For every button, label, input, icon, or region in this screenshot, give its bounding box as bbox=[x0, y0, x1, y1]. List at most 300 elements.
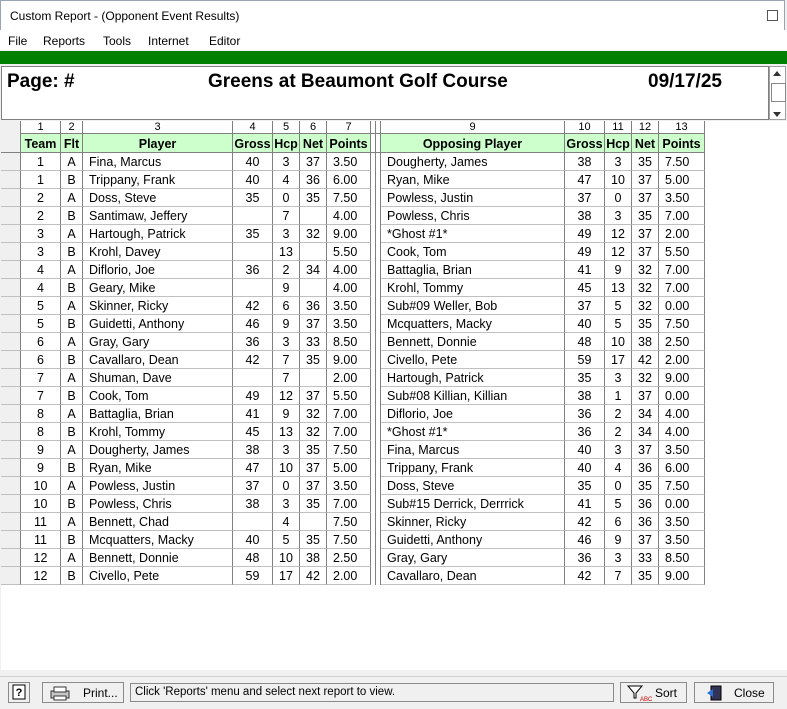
table-cell[interactable]: 49 bbox=[565, 243, 605, 261]
column-separator[interactable] bbox=[371, 207, 381, 225]
table-cell[interactable]: 9.00 bbox=[659, 567, 705, 585]
table-cell[interactable]: B bbox=[61, 459, 83, 477]
row-indicator[interactable] bbox=[1, 153, 21, 171]
table-cell[interactable]: 7.50 bbox=[659, 315, 705, 333]
table-cell[interactable]: 3.50 bbox=[327, 153, 371, 171]
table-cell[interactable]: 3 bbox=[273, 225, 300, 243]
table-cell[interactable]: Mcquatters, Macky bbox=[83, 531, 233, 549]
table-cell[interactable]: 59 bbox=[565, 351, 605, 369]
table-cell[interactable]: 32 bbox=[300, 405, 327, 423]
column-separator[interactable] bbox=[371, 423, 381, 441]
table-cell[interactable]: *Ghost #1* bbox=[381, 225, 565, 243]
table-cell[interactable]: 59 bbox=[233, 567, 273, 585]
table-cell[interactable]: 35 bbox=[300, 351, 327, 369]
table-cell[interactable]: 0.00 bbox=[659, 387, 705, 405]
table-cell[interactable]: 32 bbox=[632, 261, 659, 279]
table-cell[interactable]: 3.50 bbox=[659, 531, 705, 549]
table-cell[interactable]: 36 bbox=[233, 261, 273, 279]
table-cell[interactable]: Cook, Tom bbox=[83, 387, 233, 405]
table-cell[interactable]: 3.50 bbox=[659, 189, 705, 207]
row-indicator[interactable] bbox=[1, 477, 21, 495]
column-header[interactable]: Net bbox=[632, 133, 659, 153]
row-indicator[interactable] bbox=[1, 531, 21, 549]
column-separator[interactable] bbox=[371, 225, 381, 243]
table-cell[interactable]: 7 bbox=[21, 387, 61, 405]
table-cell[interactable]: 5 bbox=[605, 297, 632, 315]
column-header[interactable]: Points bbox=[659, 133, 705, 153]
menu-editor[interactable]: Editor bbox=[209, 34, 241, 48]
table-cell[interactable]: 3.50 bbox=[659, 513, 705, 531]
table-cell[interactable]: 37 bbox=[300, 153, 327, 171]
table-cell[interactable]: 4 bbox=[273, 171, 300, 189]
table-cell[interactable]: B bbox=[61, 279, 83, 297]
table-cell[interactable]: Powless, Chris bbox=[381, 207, 565, 225]
table-cell[interactable]: Ryan, Mike bbox=[83, 459, 233, 477]
table-cell[interactable]: 40 bbox=[565, 315, 605, 333]
table-cell[interactable]: Bennett, Donnie bbox=[83, 549, 233, 567]
table-cell[interactable]: 12 bbox=[605, 243, 632, 261]
table-cell[interactable]: 7.50 bbox=[327, 513, 371, 531]
table-cell[interactable]: Doss, Steve bbox=[83, 189, 233, 207]
table-cell[interactable]: 37 bbox=[565, 189, 605, 207]
table-cell[interactable]: 41 bbox=[565, 261, 605, 279]
table-cell[interactable]: 6 bbox=[21, 351, 61, 369]
table-cell[interactable]: Krohl, Tommy bbox=[83, 423, 233, 441]
table-cell[interactable]: 9 bbox=[21, 441, 61, 459]
menu-reports[interactable]: Reports bbox=[43, 34, 86, 48]
row-indicator[interactable] bbox=[1, 351, 21, 369]
table-cell[interactable]: 37 bbox=[632, 387, 659, 405]
table-cell[interactable]: 1 bbox=[605, 387, 632, 405]
table-cell[interactable]: 5 bbox=[21, 297, 61, 315]
table-cell[interactable]: 9 bbox=[605, 261, 632, 279]
table-cell[interactable]: 3 bbox=[605, 153, 632, 171]
table-cell[interactable]: 47 bbox=[233, 459, 273, 477]
column-separator[interactable] bbox=[371, 171, 381, 189]
table-cell[interactable]: 37 bbox=[233, 477, 273, 495]
row-indicator[interactable] bbox=[1, 513, 21, 531]
column-header[interactable]: Team bbox=[21, 133, 61, 153]
table-cell[interactable]: 2.00 bbox=[659, 351, 705, 369]
table-cell[interactable]: 8 bbox=[21, 423, 61, 441]
table-cell[interactable]: 37 bbox=[300, 315, 327, 333]
table-cell[interactable]: 35 bbox=[632, 315, 659, 333]
table-cell[interactable]: 3.50 bbox=[327, 297, 371, 315]
table-cell[interactable]: Dougherty, James bbox=[83, 441, 233, 459]
table-cell[interactable]: 40 bbox=[565, 441, 605, 459]
table-cell[interactable]: 35 bbox=[300, 495, 327, 513]
table-cell[interactable]: 3 bbox=[273, 441, 300, 459]
table-cell[interactable]: 33 bbox=[632, 549, 659, 567]
table-cell[interactable]: 38 bbox=[565, 153, 605, 171]
table-cell[interactable]: 35 bbox=[565, 477, 605, 495]
table-cell[interactable]: 35 bbox=[565, 369, 605, 387]
column-separator[interactable] bbox=[371, 567, 381, 585]
table-cell[interactable]: 9 bbox=[21, 459, 61, 477]
table-cell[interactable]: 5.50 bbox=[327, 387, 371, 405]
table-cell[interactable]: Geary, Mike bbox=[83, 279, 233, 297]
table-cell[interactable]: 10 bbox=[21, 477, 61, 495]
table-cell[interactable]: A bbox=[61, 153, 83, 171]
table-cell[interactable]: 40 bbox=[233, 153, 273, 171]
table-cell[interactable]: 2 bbox=[273, 261, 300, 279]
table-cell[interactable]: 7.00 bbox=[327, 405, 371, 423]
table-cell[interactable] bbox=[233, 243, 273, 261]
table-cell[interactable]: 33 bbox=[300, 333, 327, 351]
table-cell[interactable]: A bbox=[61, 333, 83, 351]
table-cell[interactable]: 10 bbox=[273, 459, 300, 477]
column-separator[interactable] bbox=[371, 531, 381, 549]
table-cell[interactable]: 11 bbox=[21, 513, 61, 531]
column-header[interactable]: Flt bbox=[61, 133, 83, 153]
table-cell[interactable]: 5 bbox=[605, 315, 632, 333]
table-cell[interactable]: Mcquatters, Macky bbox=[381, 315, 565, 333]
column-header[interactable]: Gross bbox=[565, 133, 605, 153]
table-cell[interactable]: 38 bbox=[565, 387, 605, 405]
table-cell[interactable]: 7.00 bbox=[327, 423, 371, 441]
table-cell[interactable]: 8 bbox=[21, 405, 61, 423]
table-cell[interactable]: 38 bbox=[233, 441, 273, 459]
table-cell[interactable]: 17 bbox=[273, 567, 300, 585]
table-cell[interactable]: Powless, Justin bbox=[381, 189, 565, 207]
table-cell[interactable]: 0.00 bbox=[659, 495, 705, 513]
table-cell[interactable]: 9 bbox=[273, 279, 300, 297]
table-cell[interactable]: 32 bbox=[632, 297, 659, 315]
table-cell[interactable]: 35 bbox=[300, 189, 327, 207]
table-cell[interactable]: 13 bbox=[273, 243, 300, 261]
column-separator[interactable] bbox=[371, 405, 381, 423]
table-cell[interactable]: 4 bbox=[21, 279, 61, 297]
column-separator[interactable] bbox=[371, 549, 381, 567]
table-cell[interactable]: Sub#08 Killian, Killian bbox=[381, 387, 565, 405]
table-cell[interactable]: Civello, Pete bbox=[83, 567, 233, 585]
row-indicator[interactable] bbox=[1, 423, 21, 441]
table-cell[interactable]: 46 bbox=[233, 315, 273, 333]
table-cell[interactable]: 35 bbox=[632, 477, 659, 495]
table-cell[interactable]: 2.50 bbox=[659, 333, 705, 351]
table-cell[interactable]: 48 bbox=[233, 549, 273, 567]
table-cell[interactable]: 37 bbox=[300, 459, 327, 477]
table-cell[interactable]: A bbox=[61, 513, 83, 531]
table-cell[interactable] bbox=[233, 279, 273, 297]
table-cell[interactable]: B bbox=[61, 315, 83, 333]
column-separator[interactable] bbox=[371, 133, 381, 153]
table-cell[interactable]: 37 bbox=[632, 441, 659, 459]
row-indicator[interactable] bbox=[1, 297, 21, 315]
table-cell[interactable]: 4.00 bbox=[659, 405, 705, 423]
row-indicator[interactable] bbox=[1, 279, 21, 297]
help-button[interactable] bbox=[8, 682, 30, 703]
table-cell[interactable]: B bbox=[61, 423, 83, 441]
table-cell[interactable]: 41 bbox=[565, 495, 605, 513]
table-cell[interactable]: B bbox=[61, 495, 83, 513]
table-cell[interactable]: A bbox=[61, 189, 83, 207]
table-cell[interactable]: 36 bbox=[565, 549, 605, 567]
table-cell[interactable]: 4.00 bbox=[659, 423, 705, 441]
table-cell[interactable]: 7.00 bbox=[327, 495, 371, 513]
table-cell[interactable]: 37 bbox=[565, 297, 605, 315]
table-cell[interactable]: 9 bbox=[605, 531, 632, 549]
table-cell[interactable]: Ryan, Mike bbox=[381, 171, 565, 189]
table-cell[interactable]: B bbox=[61, 351, 83, 369]
restore-icon[interactable] bbox=[767, 10, 778, 21]
table-cell[interactable]: 7.00 bbox=[659, 207, 705, 225]
table-cell[interactable]: 5 bbox=[21, 315, 61, 333]
table-cell[interactable]: 36 bbox=[632, 495, 659, 513]
table-cell[interactable]: 3 bbox=[605, 207, 632, 225]
row-indicator[interactable] bbox=[1, 405, 21, 423]
table-cell[interactable]: A bbox=[61, 369, 83, 387]
table-cell[interactable] bbox=[233, 207, 273, 225]
table-cell[interactable]: 34 bbox=[300, 261, 327, 279]
table-cell[interactable]: Diflorio, Joe bbox=[381, 405, 565, 423]
column-separator[interactable] bbox=[371, 495, 381, 513]
row-indicator[interactable] bbox=[1, 333, 21, 351]
table-cell[interactable]: 7.50 bbox=[327, 441, 371, 459]
table-cell[interactable]: 3.50 bbox=[327, 477, 371, 495]
table-cell[interactable]: Sub#15 Derrick, Derrrick bbox=[381, 495, 565, 513]
table-cell[interactable]: 3.50 bbox=[327, 315, 371, 333]
table-cell[interactable]: 37 bbox=[300, 477, 327, 495]
table-cell[interactable]: Skinner, Ricky bbox=[83, 297, 233, 315]
column-header[interactable]: Player bbox=[83, 133, 233, 153]
table-cell[interactable]: 32 bbox=[300, 423, 327, 441]
table-cell[interactable]: 37 bbox=[632, 243, 659, 261]
table-cell[interactable]: Skinner, Ricky bbox=[381, 513, 565, 531]
table-cell[interactable]: Sub#09 Weller, Bob bbox=[381, 297, 565, 315]
table-cell[interactable]: 3 bbox=[605, 441, 632, 459]
table-cell[interactable]: 37 bbox=[632, 225, 659, 243]
row-indicator[interactable] bbox=[1, 171, 21, 189]
table-cell[interactable]: 40 bbox=[233, 171, 273, 189]
table-cell[interactable]: Battaglia, Brian bbox=[83, 405, 233, 423]
table-cell[interactable]: 2 bbox=[21, 189, 61, 207]
row-indicator[interactable] bbox=[1, 369, 21, 387]
table-cell[interactable]: 7.50 bbox=[659, 477, 705, 495]
table-cell[interactable] bbox=[300, 207, 327, 225]
table-cell[interactable]: 5 bbox=[273, 531, 300, 549]
table-cell[interactable]: 9.00 bbox=[327, 225, 371, 243]
column-separator[interactable] bbox=[371, 297, 381, 315]
table-cell[interactable]: 34 bbox=[632, 423, 659, 441]
table-cell[interactable]: 12 bbox=[605, 225, 632, 243]
table-cell[interactable]: 9 bbox=[273, 405, 300, 423]
table-cell[interactable]: 38 bbox=[300, 549, 327, 567]
column-separator[interactable] bbox=[371, 279, 381, 297]
table-cell[interactable]: 42 bbox=[233, 351, 273, 369]
row-indicator[interactable] bbox=[1, 549, 21, 567]
column-header[interactable]: Hcp bbox=[605, 133, 632, 153]
table-cell[interactable]: 37 bbox=[632, 189, 659, 207]
table-cell[interactable]: 2.00 bbox=[659, 225, 705, 243]
table-cell[interactable]: Bennett, Chad bbox=[83, 513, 233, 531]
table-cell[interactable]: A bbox=[61, 549, 83, 567]
table-cell[interactable]: 36 bbox=[233, 333, 273, 351]
row-indicator[interactable] bbox=[1, 243, 21, 261]
table-cell[interactable]: 38 bbox=[632, 333, 659, 351]
table-cell[interactable]: 3 bbox=[605, 369, 632, 387]
table-cell[interactable]: 5.50 bbox=[659, 243, 705, 261]
table-cell[interactable]: Gray, Gary bbox=[381, 549, 565, 567]
table-cell[interactable]: Trippany, Frank bbox=[83, 171, 233, 189]
table-cell[interactable]: 1 bbox=[21, 171, 61, 189]
table-cell[interactable]: Powless, Chris bbox=[83, 495, 233, 513]
table-cell[interactable]: 13 bbox=[273, 423, 300, 441]
table-cell[interactable]: 4.00 bbox=[327, 207, 371, 225]
table-cell[interactable]: Diflorio, Joe bbox=[83, 261, 233, 279]
table-cell[interactable]: 40 bbox=[233, 531, 273, 549]
table-cell[interactable]: 45 bbox=[565, 279, 605, 297]
table-cell[interactable]: 12 bbox=[21, 549, 61, 567]
column-separator[interactable] bbox=[371, 513, 381, 531]
table-cell[interactable]: 6.00 bbox=[659, 459, 705, 477]
table-cell[interactable]: 7.00 bbox=[659, 261, 705, 279]
table-cell[interactable]: 32 bbox=[632, 279, 659, 297]
row-indicator[interactable] bbox=[1, 315, 21, 333]
column-separator[interactable] bbox=[371, 351, 381, 369]
menu-file[interactable]: File bbox=[8, 34, 28, 48]
table-cell[interactable]: 46 bbox=[565, 531, 605, 549]
table-cell[interactable]: 2.50 bbox=[327, 549, 371, 567]
table-cell[interactable]: Hartough, Patrick bbox=[83, 225, 233, 243]
table-cell[interactable]: 0 bbox=[605, 477, 632, 495]
table-cell[interactable]: 37 bbox=[632, 531, 659, 549]
table-cell[interactable]: 7 bbox=[273, 351, 300, 369]
row-indicator[interactable] bbox=[1, 189, 21, 207]
table-cell[interactable]: 35 bbox=[233, 225, 273, 243]
table-cell[interactable]: 0 bbox=[605, 189, 632, 207]
table-cell[interactable]: *Ghost #1* bbox=[381, 423, 565, 441]
table-cell[interactable]: Powless, Justin bbox=[83, 477, 233, 495]
table-cell[interactable]: 6 bbox=[273, 297, 300, 315]
table-cell[interactable]: 3 bbox=[21, 243, 61, 261]
table-cell[interactable]: B bbox=[61, 531, 83, 549]
table-cell[interactable]: 38 bbox=[233, 495, 273, 513]
table-cell[interactable] bbox=[300, 513, 327, 531]
table-cell[interactable]: 41 bbox=[233, 405, 273, 423]
scroll-down-arrow-icon[interactable] bbox=[773, 112, 781, 117]
table-cell[interactable]: 10 bbox=[273, 549, 300, 567]
table-cell[interactable]: 7 bbox=[273, 369, 300, 387]
table-cell[interactable]: 17 bbox=[605, 351, 632, 369]
table-cell[interactable]: 8.50 bbox=[659, 549, 705, 567]
table-cell[interactable]: Battaglia, Brian bbox=[381, 261, 565, 279]
table-cell[interactable]: 3 bbox=[21, 225, 61, 243]
table-cell[interactable]: Cook, Tom bbox=[381, 243, 565, 261]
table-cell[interactable]: 36 bbox=[300, 171, 327, 189]
table-cell[interactable]: 32 bbox=[300, 225, 327, 243]
column-separator[interactable] bbox=[371, 189, 381, 207]
table-cell[interactable]: Bennett, Donnie bbox=[381, 333, 565, 351]
table-cell[interactable]: 42 bbox=[233, 297, 273, 315]
table-cell[interactable]: Dougherty, James bbox=[381, 153, 565, 171]
table-cell[interactable]: 8.50 bbox=[327, 333, 371, 351]
table-cell[interactable]: 4.00 bbox=[327, 279, 371, 297]
header-scrollbar[interactable] bbox=[769, 66, 786, 120]
table-cell[interactable]: 6 bbox=[605, 513, 632, 531]
column-separator[interactable] bbox=[371, 459, 381, 477]
table-cell[interactable]: 9 bbox=[273, 315, 300, 333]
table-cell[interactable]: 38 bbox=[565, 207, 605, 225]
table-cell[interactable]: 5.00 bbox=[659, 171, 705, 189]
table-cell[interactable]: 4.00 bbox=[327, 261, 371, 279]
table-cell[interactable]: Krohl, Davey bbox=[83, 243, 233, 261]
column-separator[interactable] bbox=[371, 387, 381, 405]
table-cell[interactable]: 35 bbox=[300, 531, 327, 549]
column-header[interactable]: Hcp bbox=[273, 133, 300, 153]
results-grid[interactable] bbox=[1, 121, 787, 670]
table-cell[interactable]: 2.00 bbox=[327, 369, 371, 387]
table-cell[interactable]: 10 bbox=[605, 333, 632, 351]
table-cell[interactable]: 3 bbox=[605, 549, 632, 567]
table-cell[interactable]: B bbox=[61, 207, 83, 225]
table-cell[interactable]: 7.00 bbox=[659, 279, 705, 297]
table-cell[interactable]: 13 bbox=[605, 279, 632, 297]
table-cell[interactable]: Trippany, Frank bbox=[381, 459, 565, 477]
table-cell[interactable]: 2 bbox=[605, 423, 632, 441]
table-cell[interactable]: Krohl, Tommy bbox=[381, 279, 565, 297]
table-cell[interactable]: 12 bbox=[273, 387, 300, 405]
table-cell[interactable]: 7 bbox=[605, 567, 632, 585]
table-cell[interactable]: 32 bbox=[632, 369, 659, 387]
column-separator[interactable] bbox=[371, 315, 381, 333]
table-cell[interactable]: 40 bbox=[565, 459, 605, 477]
table-cell[interactable]: 10 bbox=[21, 495, 61, 513]
table-cell[interactable]: B bbox=[61, 171, 83, 189]
table-cell[interactable]: 49 bbox=[565, 225, 605, 243]
table-cell[interactable]: 5 bbox=[605, 495, 632, 513]
table-cell[interactable]: Santimaw, Jeffery bbox=[83, 207, 233, 225]
table-cell[interactable]: 36 bbox=[632, 459, 659, 477]
table-cell[interactable]: 2.00 bbox=[327, 567, 371, 585]
table-cell[interactable]: 37 bbox=[632, 171, 659, 189]
table-cell[interactable]: Gray, Gary bbox=[83, 333, 233, 351]
table-cell[interactable]: 9.00 bbox=[327, 351, 371, 369]
table-cell[interactable]: 35 bbox=[632, 153, 659, 171]
column-separator[interactable] bbox=[371, 477, 381, 495]
column-separator[interactable] bbox=[371, 441, 381, 459]
table-cell[interactable]: Doss, Steve bbox=[381, 477, 565, 495]
table-cell[interactable]: 10 bbox=[605, 171, 632, 189]
table-cell[interactable]: 35 bbox=[233, 189, 273, 207]
table-cell[interactable]: Guidetti, Anthony bbox=[83, 315, 233, 333]
table-cell[interactable]: 34 bbox=[632, 405, 659, 423]
row-indicator[interactable] bbox=[1, 387, 21, 405]
scroll-up-arrow-icon[interactable] bbox=[773, 71, 781, 76]
table-cell[interactable]: 49 bbox=[233, 387, 273, 405]
table-cell[interactable] bbox=[233, 513, 273, 531]
row-indicator[interactable] bbox=[1, 459, 21, 477]
table-cell[interactable]: 37 bbox=[300, 387, 327, 405]
table-cell[interactable]: 11 bbox=[21, 531, 61, 549]
table-cell[interactable]: 36 bbox=[300, 297, 327, 315]
row-indicator[interactable] bbox=[1, 225, 21, 243]
table-cell[interactable]: A bbox=[61, 261, 83, 279]
table-cell[interactable]: 0.00 bbox=[659, 297, 705, 315]
table-cell[interactable]: 5.00 bbox=[327, 459, 371, 477]
column-separator[interactable] bbox=[371, 261, 381, 279]
sort-button[interactable] bbox=[620, 682, 687, 703]
table-cell[interactable]: 35 bbox=[632, 567, 659, 585]
table-cell[interactable]: 12 bbox=[21, 567, 61, 585]
table-cell[interactable]: 36 bbox=[565, 405, 605, 423]
column-header[interactable]: Net bbox=[300, 133, 327, 153]
table-cell[interactable]: 47 bbox=[565, 171, 605, 189]
table-cell[interactable]: 7.50 bbox=[327, 531, 371, 549]
print-button[interactable] bbox=[42, 682, 124, 703]
column-separator[interactable] bbox=[371, 333, 381, 351]
table-cell[interactable]: 7 bbox=[273, 207, 300, 225]
